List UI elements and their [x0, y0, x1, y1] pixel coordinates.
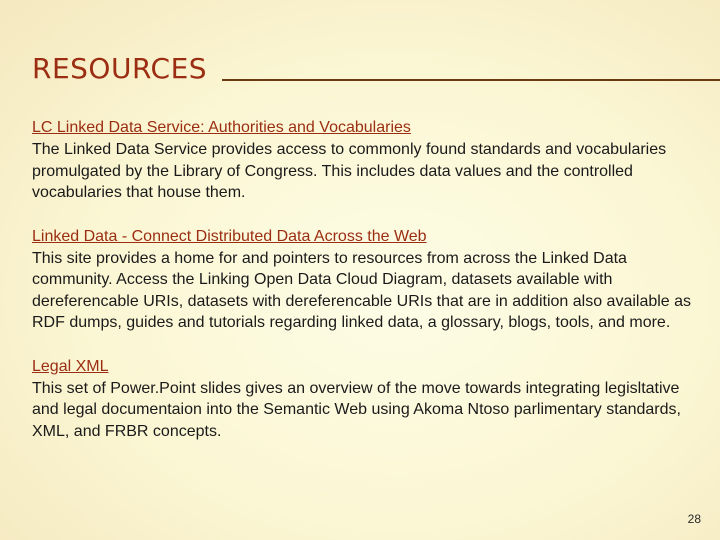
resource-item-legal-xml — [32, 356, 704, 443]
slide-title: RESOURCES — [32, 52, 208, 85]
resource-description: The Linked Data Service provides access to commonly found standards and vocabularies promulgated by the Library of Congress. This includes data values and the controlled vocabularies that house them. — [32, 141, 667, 201]
resource-link-lc-linked-data[interactable]: LC Linked Data Service: Authorities and Vocabularies — [32, 119, 411, 136]
resources-list — [32, 117, 704, 464]
page-number: 28 — [687, 512, 701, 526]
resource-link-legal-xml[interactable]: Legal XML — [32, 357, 109, 375]
resource-item-lc-linked-data — [32, 117, 704, 204]
resource-item-linked-data-web — [32, 226, 704, 334]
resource-description: This site provides a home for and pointers to resources from across the Linked Data community. Access the Linking Open Data Cloud Diagram, datasets available with dereferencable URIs, datasets with dereferencable URIs that are in addition also available as RDF dumps, guides and tutorials regarding linked data, a glossary, blogs, tools, and more. — [32, 249, 692, 331]
resource-description: This set of Power.Point slides gives an overview of the move towards integrating legisltative and legal documentaion into the Semantic Web using Akoma Ntoso parlimentary standards, XML, and FRBR concepts. — [32, 379, 681, 440]
resource-link-linked-data-web[interactable]: Linked Data - Connect Distributed Data Across the Web — [32, 227, 427, 245]
title-underline-rule — [222, 79, 720, 81]
